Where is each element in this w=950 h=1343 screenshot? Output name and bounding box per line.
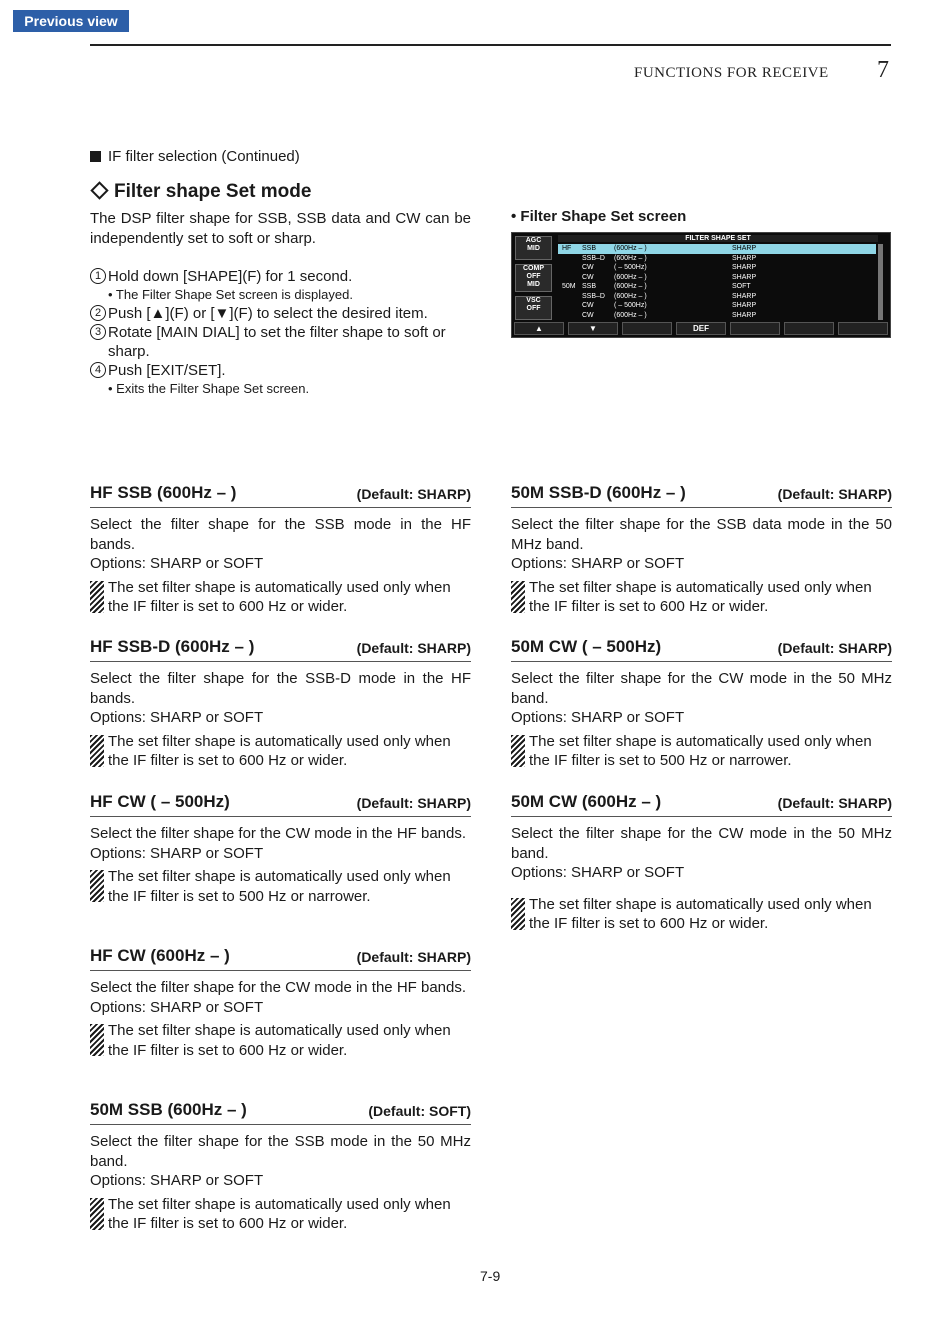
screen-title: FILTER SHAPE SET [558, 235, 878, 242]
setting-item [511, 637, 892, 771]
previous-view-button[interactable]: Previous view [13, 10, 129, 32]
subsection-title: Filter shape Set mode [114, 181, 312, 202]
filter-shape-row[interactable] [558, 263, 876, 273]
agc-button[interactable] [515, 236, 552, 260]
item-note [90, 578, 471, 617]
item-note [511, 578, 892, 617]
note-icon [511, 581, 525, 613]
row-range: (600Hz – ) [614, 311, 647, 319]
note-icon [90, 1024, 104, 1056]
item-title: 50M CW (600Hz – ) [511, 792, 662, 811]
item-header [511, 637, 892, 662]
item-header [511, 483, 892, 508]
note-icon [90, 870, 104, 902]
item-options: Options: SHARP or SOFT [511, 555, 685, 572]
function-key-6[interactable] [784, 322, 834, 335]
filter-shape-list [558, 244, 876, 320]
row-value: SOFT [732, 283, 751, 290]
intro-paragraph: The DSP filter shape for SSB, SSB data and CW can be independently set to soft or sharp. [90, 210, 471, 247]
note-icon [511, 735, 525, 767]
function-key-5[interactable] [730, 322, 780, 335]
row-mode: CW [582, 264, 594, 271]
item-description: Select the filter shape for the CW mode in the 50 MHz band. [511, 670, 892, 707]
item-header [90, 637, 471, 662]
item-options: Options: SHARP or SOFT [90, 844, 264, 862]
note-icon [90, 735, 104, 767]
diamond-icon [90, 182, 108, 200]
button-value: MID [527, 245, 540, 252]
filter-shape-row[interactable] [558, 292, 876, 302]
item-default: (Default: SHARP) [777, 640, 892, 656]
step-2 [90, 304, 474, 323]
row-value: SHARP [732, 264, 757, 271]
vsc-button[interactable] [515, 296, 552, 320]
setting-item [511, 483, 892, 617]
item-header [90, 792, 471, 817]
item-options: Options: SHARP or SOFT [90, 709, 264, 726]
item-title: HF CW ( – 500Hz) [90, 792, 230, 811]
note-icon [90, 1198, 104, 1230]
item-title: 50M SSB-D (600Hz – ) [511, 483, 686, 502]
filter-shape-set-screen [511, 232, 891, 338]
section-title: IF filter selection (Continued) [108, 148, 300, 165]
step-text: Hold down [SHAPE](F) for 1 second. [108, 268, 353, 285]
item-options: Options: SHARP or SOFT [511, 709, 685, 726]
item-default: (Default: SHARP) [356, 640, 471, 656]
row-value: SHARP [732, 302, 757, 309]
section-heading [90, 148, 300, 165]
setting-item [90, 792, 471, 906]
note-text: The set filter shape is automatically used only when the IF filter is set to 600 Hz or wider. [108, 1195, 451, 1232]
chapter-number: 7 [877, 57, 889, 83]
note-icon [511, 898, 525, 930]
step-list [90, 267, 474, 398]
filter-shape-row[interactable] [558, 254, 876, 264]
filter-shape-row[interactable] [558, 282, 876, 292]
item-description: Select the filter shape for the SSB data mode in the 50 MHz band. [511, 516, 892, 553]
item-header [90, 946, 471, 971]
step-number: 4 [90, 362, 106, 378]
up-key[interactable]: ▲ [514, 322, 564, 335]
row-range: (600Hz – ) [614, 292, 647, 300]
item-header [511, 792, 892, 817]
note-text: The set filter shape is automatically used only when the IF filter is set to 600 Hz or wider. [108, 1022, 451, 1059]
item-note [511, 895, 892, 934]
row-mode: SSB–D [582, 292, 605, 300]
item-options: Options: SHARP or SOFT [511, 864, 685, 881]
row-value: SHARP [732, 311, 757, 319]
button-value: MID [527, 281, 540, 288]
item-title: HF CW (600Hz – ) [90, 946, 230, 965]
row-mode: SSB [582, 283, 597, 290]
step-1 [90, 267, 474, 286]
button-label: VSC [526, 297, 541, 304]
step-text: Push [EXIT/SET]. [108, 362, 226, 379]
row-range: ( – 500Hz) [614, 302, 647, 309]
item-default: (Default: SHARP) [356, 949, 471, 965]
row-mode: CW [582, 273, 594, 281]
def-key[interactable]: DEF [676, 322, 726, 335]
setting-item [90, 946, 471, 1060]
setting-item [90, 1100, 471, 1234]
item-options: Options: SHARP or SOFT [90, 555, 264, 572]
row-mode: CW [582, 311, 594, 319]
filter-shape-row[interactable] [558, 273, 876, 283]
button-label: AGC [525, 237, 542, 244]
button-value: OFF [526, 305, 541, 312]
note-text: The set filter shape is automatically used only when the IF filter is set to 500 Hz or narrower. [529, 732, 872, 769]
row-value: SHARP [732, 254, 757, 262]
function-key-7[interactable] [838, 322, 888, 335]
item-default: (Default: SHARP) [777, 795, 892, 811]
row-range: (600Hz – ) [614, 273, 647, 281]
item-note [90, 1195, 471, 1234]
item-header [90, 1100, 471, 1125]
step-4 [90, 361, 474, 380]
function-key-3[interactable] [622, 322, 672, 335]
note-icon [90, 581, 104, 613]
step-number: 2 [90, 305, 106, 321]
down-key[interactable]: ▼ [568, 322, 618, 335]
row-range: (600Hz – ) [614, 245, 647, 252]
row-range: (600Hz – ) [614, 283, 647, 290]
row-band: HF [562, 245, 572, 252]
item-description: Select the filter shape for the CW mode in the HF bands. [90, 825, 467, 842]
item-title: 50M CW ( – 500Hz) [511, 637, 662, 656]
screen-scrollbar[interactable] [878, 244, 883, 320]
item-header [90, 483, 471, 508]
item-title: 50M SSB (600Hz – ) [90, 1100, 247, 1119]
item-title: HF SSB-D (600Hz – ) [90, 637, 255, 656]
note-text: The set filter shape is automatically used only when the IF filter is set to 600 Hz or wider. [529, 578, 872, 615]
row-mode: SSB–D [582, 254, 605, 262]
note-text: The set filter shape is automatically used only when the IF filter is set to 500 Hz or narrower. [108, 868, 451, 905]
item-note [90, 732, 471, 771]
row-mode: SSB [582, 245, 597, 252]
step-3 [90, 323, 474, 361]
chapter-title: FUNCTIONS FOR RECEIVE [634, 65, 829, 81]
step-number: 1 [90, 268, 106, 284]
button-label: COMP [523, 265, 544, 272]
filter-shape-row[interactable] [558, 301, 876, 311]
filter-shape-row[interactable] [558, 311, 876, 321]
item-note [511, 732, 892, 771]
setting-item [90, 483, 471, 617]
item-options: Options: SHARP or SOFT [90, 1172, 264, 1189]
note-text: The set filter shape is automatically used only when the IF filter is set to 600 Hz or wider. [529, 895, 872, 932]
row-value: SHARP [732, 273, 757, 281]
row-band: 50M [562, 283, 576, 290]
row-value: SHARP [732, 245, 757, 252]
row-value: SHARP [732, 292, 757, 300]
comp-button[interactable] [515, 264, 552, 292]
step-text: Push [▲](F) or [▼](F) to select the desired item. [108, 305, 428, 322]
item-note [90, 867, 471, 906]
item-default: (Default: SHARP) [777, 486, 892, 502]
note-text: The set filter shape is automatically used only when the IF filter is set to 600 Hz or wider. [108, 732, 451, 769]
step-subnote: • Exits the Filter Shape Set screen. [108, 381, 310, 396]
row-range: (600Hz – ) [614, 254, 647, 262]
subsection-heading [90, 181, 311, 203]
page-number: 7-9 [480, 1268, 501, 1284]
item-description: Select the filter shape for the SSB-D mode in the HF bands. [90, 670, 471, 707]
screen-caption: • Filter Shape Set screen [511, 208, 687, 225]
button-value: OFF [526, 273, 541, 280]
function-key-bar [514, 322, 888, 336]
header-rule [90, 44, 891, 46]
item-description: Select the filter shape for the SSB mode in the 50 MHz band. [90, 1133, 471, 1170]
step-number: 3 [90, 324, 106, 340]
item-description: Select the filter shape for the CW mode in the 50 MHz band. [511, 825, 892, 862]
item-title: HF SSB (600Hz – ) [90, 483, 237, 502]
setting-item [511, 792, 892, 934]
item-default: (Default: SHARP) [356, 795, 471, 811]
step-text: Rotate [MAIN DIAL] to set the filter shape to soft or sharp. [108, 324, 446, 360]
row-mode: CW [582, 302, 594, 309]
note-text: The set filter shape is automatically used only when the IF filter is set to 600 Hz or wider. [108, 578, 451, 615]
item-default: (Default: SHARP) [356, 486, 471, 502]
step-subnote: • The Filter Shape Set screen is displayed. [108, 287, 353, 302]
item-options: Options: SHARP or SOFT [90, 998, 264, 1016]
square-bullet-icon [90, 151, 101, 162]
filter-shape-row[interactable] [558, 244, 876, 254]
item-description: Select the filter shape for the SSB mode in the HF bands. [90, 516, 471, 553]
setting-item [90, 637, 471, 771]
row-range: ( – 500Hz) [614, 264, 647, 271]
item-note [90, 1021, 471, 1060]
item-description: Select the filter shape for the CW mode in the HF bands. [90, 979, 467, 996]
item-default: (Default: SOFT) [368, 1103, 471, 1119]
